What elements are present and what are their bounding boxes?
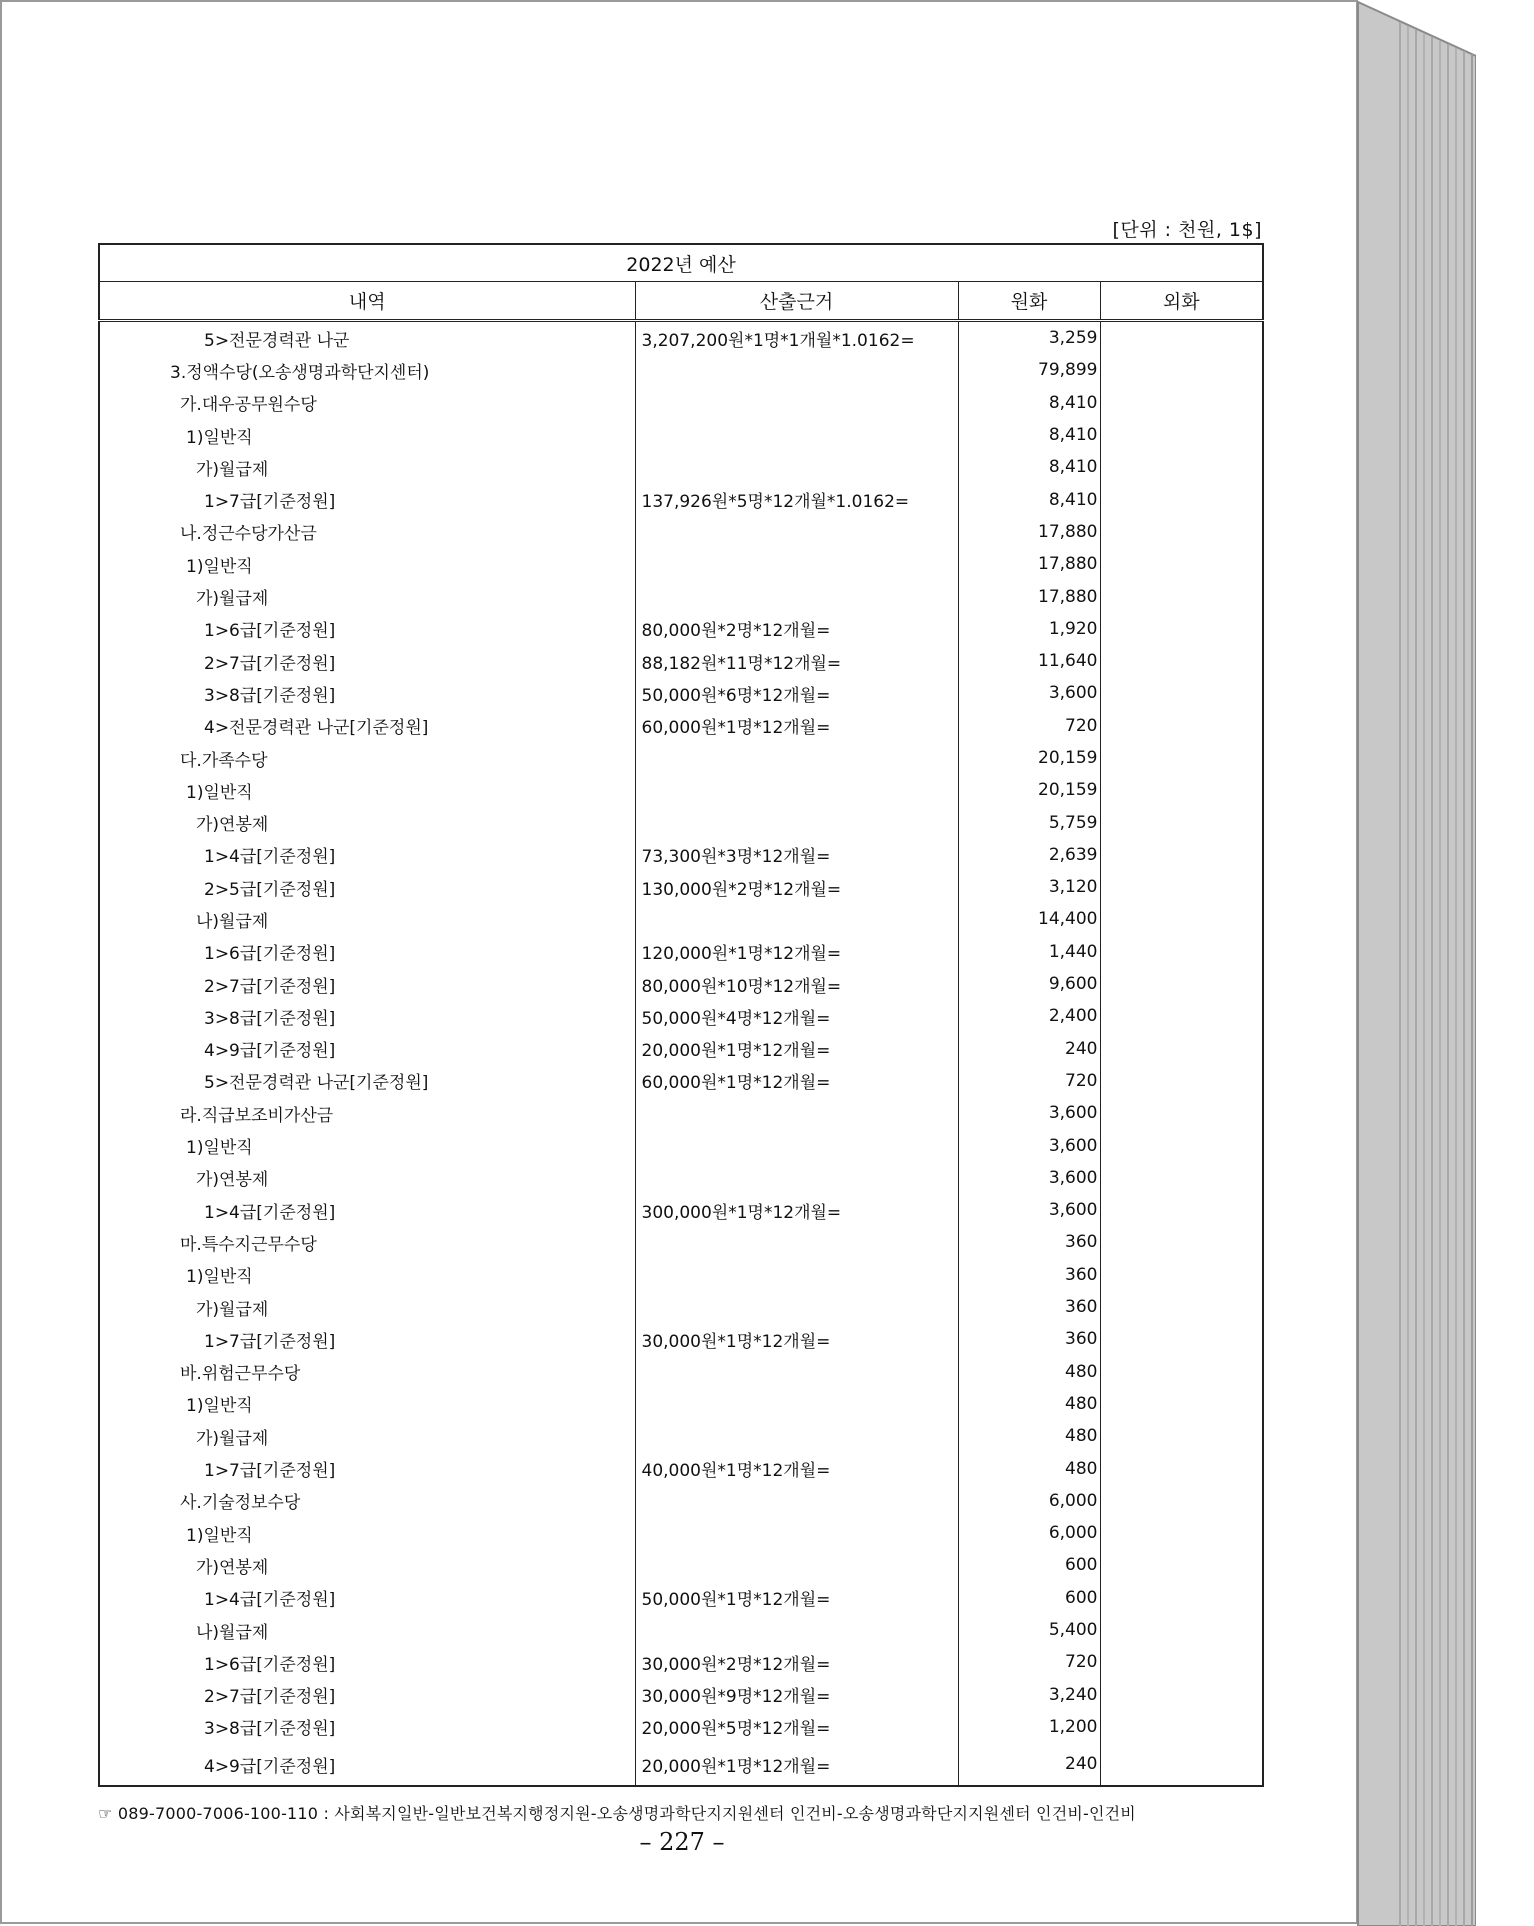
cell-krw: 8,410 xyxy=(958,451,1100,483)
cell-item: 3>8급[기준정원] xyxy=(99,677,635,709)
cell-basis xyxy=(635,1388,958,1420)
cell-item: 1>7급[기준정원] xyxy=(99,1323,635,1355)
cell-basis xyxy=(635,1291,958,1323)
cell-krw: 5,759 xyxy=(958,806,1100,838)
cell-foreign xyxy=(1100,1388,1263,1420)
table-row xyxy=(99,1065,1263,1097)
cell-foreign xyxy=(1100,1614,1263,1646)
cell-foreign xyxy=(1100,1356,1263,1388)
cell-basis xyxy=(635,354,958,386)
cell-krw: 17,880 xyxy=(958,580,1100,612)
cell-basis: 30,000원*1명*12개월= xyxy=(635,1323,958,1355)
cell-krw: 600 xyxy=(958,1549,1100,1581)
cell-foreign xyxy=(1100,1097,1263,1129)
cell-basis: 20,000원*5명*12개월= xyxy=(635,1711,958,1743)
table-row xyxy=(99,419,1263,451)
cell-foreign xyxy=(1100,871,1263,903)
cell-item: 2>7급[기준정원] xyxy=(99,1678,635,1710)
cell-basis xyxy=(635,419,958,451)
cell-item: 1>7급[기준정원] xyxy=(99,483,635,515)
table-row xyxy=(99,742,1263,774)
cell-krw: 20,159 xyxy=(958,742,1100,774)
table-row xyxy=(99,968,1263,1000)
cell-item: 2>7급[기준정원] xyxy=(99,645,635,677)
table-row xyxy=(99,1678,1263,1710)
cell-item: 1>6급[기준정원] xyxy=(99,613,635,645)
cell-krw: 17,880 xyxy=(958,516,1100,548)
table-row xyxy=(99,1646,1263,1678)
cell-krw: 8,410 xyxy=(958,387,1100,419)
cell-item: 1)일반직 xyxy=(99,1259,635,1291)
cell-foreign xyxy=(1100,968,1263,1000)
cell-item: 1)일반직 xyxy=(99,548,635,580)
cell-item: 1>4급[기준정원] xyxy=(99,839,635,871)
table-row xyxy=(99,774,1263,806)
table-row xyxy=(99,871,1263,903)
cell-krw: 1,920 xyxy=(958,613,1100,645)
cell-krw: 79,899 xyxy=(958,354,1100,386)
cell-krw: 8,410 xyxy=(958,419,1100,451)
page-number: – 227 – xyxy=(639,1828,725,1856)
table-row xyxy=(99,1517,1263,1549)
cell-foreign xyxy=(1100,806,1263,838)
cell-basis xyxy=(635,1356,958,1388)
account-code-note: ☞ 089-7000-7006-100-110 : 사회복지일반-일반보건복지행정지원-오송생명과학단지지원센터 인건비-오송생명과학단지지원센터 인건비-인건비 xyxy=(98,1804,1136,1823)
cell-item: 마.특수지근무수당 xyxy=(99,1226,635,1258)
table-row xyxy=(99,516,1263,548)
cell-item: 가)월급제 xyxy=(99,580,635,612)
cell-krw: 480 xyxy=(958,1452,1100,1484)
cell-krw: 720 xyxy=(958,1065,1100,1097)
cell-krw: 3,600 xyxy=(958,1194,1100,1226)
cell-foreign xyxy=(1100,354,1263,386)
cell-foreign xyxy=(1100,1291,1263,1323)
cell-item: 가)월급제 xyxy=(99,1420,635,1452)
cell-item: 1>6급[기준정원] xyxy=(99,1646,635,1678)
cell-krw: 20,159 xyxy=(958,774,1100,806)
cell-krw: 240 xyxy=(958,1743,1100,1786)
cell-item: 다.가족수당 xyxy=(99,742,635,774)
cell-foreign xyxy=(1100,645,1263,677)
cell-item: 나)월급제 xyxy=(99,1614,635,1646)
cell-foreign xyxy=(1100,613,1263,645)
cell-basis: 60,000원*1명*12개월= xyxy=(635,710,958,742)
cell-foreign xyxy=(1100,1678,1263,1710)
cell-item: 5>전문경력관 나군[기준정원] xyxy=(99,1065,635,1097)
book-page-edges xyxy=(1356,0,1476,1926)
cell-item: 가)연봉제 xyxy=(99,1162,635,1194)
table-row xyxy=(99,806,1263,838)
cell-basis: 3,207,200원*1명*1개월*1.0162= xyxy=(635,321,958,355)
cell-basis: 60,000원*1명*12개월= xyxy=(635,1065,958,1097)
table-row xyxy=(99,613,1263,645)
table-row xyxy=(99,1000,1263,1032)
table-row xyxy=(99,1614,1263,1646)
cell-krw: 360 xyxy=(958,1226,1100,1258)
cell-foreign xyxy=(1100,1000,1263,1032)
cell-basis: 50,000원*6명*12개월= xyxy=(635,677,958,709)
cell-krw: 240 xyxy=(958,1033,1100,1065)
cell-item: 1>7급[기준정원] xyxy=(99,1452,635,1484)
cell-krw: 9,600 xyxy=(958,968,1100,1000)
table-row xyxy=(99,1259,1263,1291)
cell-krw: 17,880 xyxy=(958,548,1100,580)
cell-basis xyxy=(635,1549,958,1581)
table-row xyxy=(99,580,1263,612)
cell-foreign xyxy=(1100,580,1263,612)
cell-item: 1)일반직 xyxy=(99,1129,635,1161)
cell-foreign xyxy=(1100,1129,1263,1161)
cell-foreign xyxy=(1100,1711,1263,1743)
table-title: 2022년 예산 xyxy=(99,244,1263,282)
cell-item: 2>7급[기준정원] xyxy=(99,968,635,1000)
cell-basis xyxy=(635,774,958,806)
cell-foreign xyxy=(1100,1582,1263,1614)
table-row xyxy=(99,1388,1263,1420)
cell-foreign xyxy=(1100,451,1263,483)
cell-foreign xyxy=(1100,1517,1263,1549)
cell-krw: 6,000 xyxy=(958,1517,1100,1549)
table-row xyxy=(99,1162,1263,1194)
cell-krw: 1,200 xyxy=(958,1711,1100,1743)
cell-foreign xyxy=(1100,1743,1263,1786)
cell-foreign xyxy=(1100,548,1263,580)
cell-basis xyxy=(635,1259,958,1291)
cell-foreign xyxy=(1100,483,1263,515)
cell-basis xyxy=(635,1226,958,1258)
cell-basis: 40,000원*1명*12개월= xyxy=(635,1452,958,1484)
table-row xyxy=(99,387,1263,419)
table-row xyxy=(99,677,1263,709)
cell-item: 가.대우공무원수당 xyxy=(99,387,635,419)
cell-item: 1)일반직 xyxy=(99,419,635,451)
cell-basis: 30,000원*2명*12개월= xyxy=(635,1646,958,1678)
header-krw: 원화 xyxy=(958,282,1100,321)
table-row xyxy=(99,1711,1263,1743)
table-row xyxy=(99,548,1263,580)
cell-foreign xyxy=(1100,387,1263,419)
cell-item: 바.위험근무수당 xyxy=(99,1356,635,1388)
cell-basis xyxy=(635,903,958,935)
cell-foreign xyxy=(1100,1485,1263,1517)
cell-basis xyxy=(635,580,958,612)
cell-basis xyxy=(635,1614,958,1646)
cell-krw: 720 xyxy=(958,1646,1100,1678)
cell-item: 4>9급[기준정원] xyxy=(99,1033,635,1065)
cell-krw: 360 xyxy=(958,1259,1100,1291)
cell-basis: 80,000원*10명*12개월= xyxy=(635,968,958,1000)
header-basis: 산출근거 xyxy=(635,282,958,321)
cell-krw: 2,639 xyxy=(958,839,1100,871)
cell-foreign xyxy=(1100,1549,1263,1581)
table-row xyxy=(99,1129,1263,1161)
cell-foreign xyxy=(1100,1452,1263,1484)
cell-basis: 20,000원*1명*12개월= xyxy=(635,1033,958,1065)
cell-basis: 137,926원*5명*12개월*1.0162= xyxy=(635,483,958,515)
table-body xyxy=(99,321,1263,1787)
cell-item: 가)월급제 xyxy=(99,1291,635,1323)
cell-item: 사.기술정보수당 xyxy=(99,1485,635,1517)
cell-foreign xyxy=(1100,936,1263,968)
cell-krw: 720 xyxy=(958,710,1100,742)
cell-basis: 50,000원*4명*12개월= xyxy=(635,1000,958,1032)
cell-basis xyxy=(635,806,958,838)
cell-krw: 3,600 xyxy=(958,677,1100,709)
cell-krw: 14,400 xyxy=(958,903,1100,935)
cell-foreign xyxy=(1100,839,1263,871)
cell-foreign xyxy=(1100,1323,1263,1355)
cell-item: 3>8급[기준정원] xyxy=(99,1000,635,1032)
cell-basis: 88,182원*11명*12개월= xyxy=(635,645,958,677)
cell-krw: 3,259 xyxy=(958,321,1100,355)
cell-item: 5>전문경력관 나군 xyxy=(99,321,635,355)
cell-basis: 80,000원*2명*12개월= xyxy=(635,613,958,645)
table-row xyxy=(99,1323,1263,1355)
cell-basis xyxy=(635,548,958,580)
cell-basis xyxy=(635,1517,958,1549)
cell-krw: 6,000 xyxy=(958,1485,1100,1517)
table-row xyxy=(99,839,1263,871)
cell-basis xyxy=(635,1485,958,1517)
cell-foreign xyxy=(1100,1065,1263,1097)
table-row xyxy=(99,1452,1263,1484)
cell-item: 가)월급제 xyxy=(99,451,635,483)
cell-basis xyxy=(635,451,958,483)
cell-krw: 11,640 xyxy=(958,645,1100,677)
table-row xyxy=(99,936,1263,968)
table-row xyxy=(99,321,1263,355)
cell-item: 1>4급[기준정원] xyxy=(99,1194,635,1226)
cell-krw: 360 xyxy=(958,1323,1100,1355)
cell-krw: 8,410 xyxy=(958,483,1100,515)
cell-item: 1)일반직 xyxy=(99,774,635,806)
cell-item: 1>6급[기준정원] xyxy=(99,936,635,968)
cell-item: 나.정근수당가산금 xyxy=(99,516,635,548)
cell-basis xyxy=(635,742,958,774)
cell-foreign xyxy=(1100,419,1263,451)
table-row xyxy=(99,483,1263,515)
table-row xyxy=(99,1194,1263,1226)
cell-item: 4>전문경력관 나군[기준정원] xyxy=(99,710,635,742)
cell-foreign xyxy=(1100,774,1263,806)
cell-krw: 3,600 xyxy=(958,1129,1100,1161)
table-row xyxy=(99,710,1263,742)
cell-krw: 600 xyxy=(958,1582,1100,1614)
cell-krw: 3,240 xyxy=(958,1678,1100,1710)
table-row xyxy=(99,1226,1263,1258)
cell-item: 1>4급[기준정원] xyxy=(99,1582,635,1614)
cell-item: 4>9급[기준정원] xyxy=(99,1743,635,1786)
table-row xyxy=(99,645,1263,677)
cell-krw: 480 xyxy=(958,1388,1100,1420)
table-row xyxy=(99,354,1263,386)
cell-item: 가)연봉제 xyxy=(99,1549,635,1581)
cell-basis xyxy=(635,1162,958,1194)
cell-foreign xyxy=(1100,1033,1263,1065)
cell-basis xyxy=(635,1420,958,1452)
cell-basis xyxy=(635,387,958,419)
cell-krw: 2,400 xyxy=(958,1000,1100,1032)
header-foreign: 외화 xyxy=(1100,282,1263,321)
cell-krw: 3,600 xyxy=(958,1097,1100,1129)
cell-basis: 50,000원*1명*12개월= xyxy=(635,1582,958,1614)
cell-basis: 120,000원*1명*12개월= xyxy=(635,936,958,968)
table-row xyxy=(99,1033,1263,1065)
cell-basis: 30,000원*9명*12개월= xyxy=(635,1678,958,1710)
cell-foreign xyxy=(1100,1162,1263,1194)
cell-item: 3>8급[기준정원] xyxy=(99,1711,635,1743)
table-row xyxy=(99,1582,1263,1614)
budget-table xyxy=(98,243,1264,1787)
cell-item: 3.정액수당(오송생명과학단지센터) xyxy=(99,354,635,386)
cell-basis: 20,000원*1명*12개월= xyxy=(635,1743,958,1786)
cell-item: 2>5급[기준정원] xyxy=(99,871,635,903)
table-row xyxy=(99,1356,1263,1388)
table-row xyxy=(99,1097,1263,1129)
table-row xyxy=(99,1743,1263,1786)
cell-basis: 73,300원*3명*12개월= xyxy=(635,839,958,871)
cell-foreign xyxy=(1100,1226,1263,1258)
cell-krw: 1,440 xyxy=(958,936,1100,968)
table-row xyxy=(99,1420,1263,1452)
cell-basis: 300,000원*1명*12개월= xyxy=(635,1194,958,1226)
cell-krw: 3,600 xyxy=(958,1162,1100,1194)
cell-item: 1)일반직 xyxy=(99,1388,635,1420)
table-row xyxy=(99,1291,1263,1323)
cell-foreign xyxy=(1100,903,1263,935)
cell-krw: 360 xyxy=(958,1291,1100,1323)
cell-item: 1)일반직 xyxy=(99,1517,635,1549)
cell-item: 나)월급제 xyxy=(99,903,635,935)
cell-foreign xyxy=(1100,742,1263,774)
cell-basis xyxy=(635,516,958,548)
cell-krw: 5,400 xyxy=(958,1614,1100,1646)
table-row xyxy=(99,903,1263,935)
cell-foreign xyxy=(1100,1420,1263,1452)
cell-foreign xyxy=(1100,321,1263,355)
cell-krw: 480 xyxy=(958,1420,1100,1452)
cell-foreign xyxy=(1100,710,1263,742)
cell-item: 라.직급보조비가산금 xyxy=(99,1097,635,1129)
cell-basis xyxy=(635,1097,958,1129)
cell-foreign xyxy=(1100,516,1263,548)
cell-item: 가)연봉제 xyxy=(99,806,635,838)
table-row xyxy=(99,451,1263,483)
table-row xyxy=(99,1549,1263,1581)
unit-label: [단위 : 천원, 1$] xyxy=(1112,219,1262,241)
table-row xyxy=(99,1485,1263,1517)
cell-foreign xyxy=(1100,1646,1263,1678)
cell-basis: 130,000원*2명*12개월= xyxy=(635,871,958,903)
cell-basis xyxy=(635,1129,958,1161)
cell-foreign xyxy=(1100,677,1263,709)
cell-krw: 3,120 xyxy=(958,871,1100,903)
cell-foreign xyxy=(1100,1259,1263,1291)
header-item: 내역 xyxy=(99,282,635,321)
cell-krw: 480 xyxy=(958,1356,1100,1388)
cell-foreign xyxy=(1100,1194,1263,1226)
